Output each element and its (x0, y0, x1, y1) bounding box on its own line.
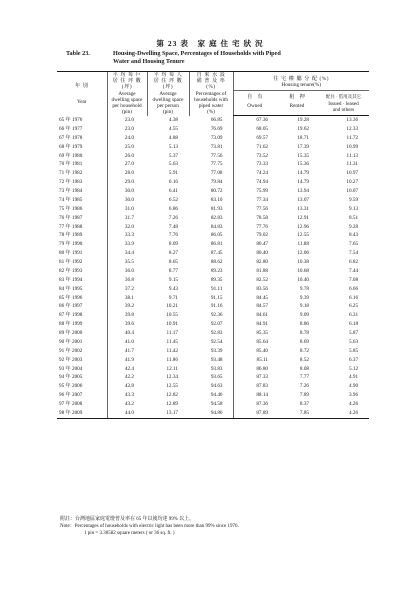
cell-rented: 10.38 (297, 259, 309, 266)
table-row (57, 143, 369, 152)
cell-others: 5.87 (348, 330, 359, 337)
cell-year: 93 年 2004 (59, 365, 83, 372)
cell-person: 12.34 (166, 374, 178, 381)
cell-person: 5.63 (168, 161, 178, 168)
cell-water: 92.83 (210, 330, 223, 337)
table-row (57, 223, 369, 232)
cell-dwelling: 37.2 (107, 285, 147, 294)
cell-water: 79.84 (210, 179, 223, 186)
person-header: 平 均 每 人 居 住 坪 數 (坪) Average dwelling space per person (pin) (147, 72, 189, 116)
cell-others: 11.31 (346, 161, 359, 168)
note-pin: 1 pin = 3.30582 square meters ( or 36 sq. ft. ) (84, 531, 175, 537)
cell-year: 71 年 1982 (59, 170, 83, 177)
table-row (57, 160, 369, 169)
cell-water: 94.58 (210, 401, 223, 408)
cell-rented: 12.55 (297, 232, 309, 239)
cell-others: 7.08 (348, 276, 359, 283)
cell-person: 11.86 (166, 356, 178, 363)
table-row (57, 196, 369, 205)
cell-year: 94 年 2005 (59, 374, 83, 381)
cell-owned: 81.88 (233, 267, 276, 276)
cell-owned: 74.24 (233, 169, 276, 178)
cell-water: 93.48 (210, 356, 223, 363)
cell-rented: 12.06 (297, 250, 309, 257)
cell-rented: 8.52 (299, 356, 309, 363)
cell-year: 68 年 1979 (59, 143, 83, 150)
cell-rented: 9.18 (299, 303, 309, 310)
cell-water: 94.46 (210, 392, 223, 399)
table-row (57, 178, 369, 187)
cell-others: 11.72 (346, 134, 359, 141)
table-row (57, 267, 369, 276)
cell-owned: 67.36 (233, 116, 276, 125)
rented-header-zh: 租 押 (276, 91, 318, 101)
cell-water: 91.11 (211, 285, 223, 292)
cell-year: 78 年 1989 (59, 232, 83, 239)
cell-others: 5.85 (348, 347, 359, 354)
cell-dwelling: 36.0 (107, 267, 147, 276)
table-title-zh: 第 23 表 家 庭 住 宅 狀 況 (156, 39, 264, 48)
cell-owned: 86.80 (233, 365, 276, 374)
cell-water: 92.54 (210, 338, 223, 345)
cell-water: 86.05 (210, 232, 223, 239)
cell-dwelling: 25.0 (107, 143, 147, 152)
cell-others: 6.82 (348, 259, 359, 266)
cell-person: 4.88 (168, 134, 178, 141)
cell-year: 96 年 2007 (59, 392, 83, 399)
cell-owned: 83.56 (233, 285, 276, 294)
cell-dwelling: 39.2 (107, 302, 147, 311)
others-header-zh: 配住 · 借用及其它 (318, 91, 369, 101)
cell-year: 66 年 1977 (59, 125, 83, 132)
cell-year: 79 年 1990 (59, 241, 83, 248)
cell-owned: 84.91 (233, 320, 276, 329)
cell-dwelling: 36.8 (107, 276, 147, 285)
cell-dwelling: 24.0 (107, 134, 147, 143)
cell-person: 8.09 (168, 241, 178, 248)
cell-year: 84 年 1995 (59, 285, 83, 292)
table-row (57, 311, 369, 320)
cell-owned: 80.40 (233, 249, 276, 258)
cell-owned: 73.52 (233, 152, 276, 161)
table-row (57, 169, 369, 178)
cell-rented: 14.79 (297, 170, 309, 177)
cell-others: 6.66 (348, 285, 359, 292)
table-title-line2: Water and Housing Tenure (113, 58, 185, 65)
cell-others: 4.91 (348, 374, 359, 381)
cell-rented: 9.09 (299, 312, 309, 319)
water-header: 自 來 水 設 備 普 及 率 (%) Percentages of households with piped water (%) (189, 72, 233, 116)
table-row (57, 347, 369, 356)
cell-dwelling: 40.4 (107, 329, 147, 338)
cell-dwelling: 29.0 (107, 178, 147, 187)
cell-others: 10.07 (346, 188, 359, 195)
note-zh: 附註：台灣地區家庭電燈普及率在 65 年以後均達 99% 以上。 (60, 517, 195, 522)
cell-year: 69 年 1980 (59, 152, 83, 159)
cell-person: 5.37 (168, 152, 178, 159)
cell-person: 6.41 (168, 188, 178, 195)
cell-year: 90 年 2001 (59, 338, 83, 345)
table-row (57, 152, 369, 161)
cell-others: 5.63 (348, 338, 359, 345)
cell-year: 65 年 1976 (59, 116, 83, 123)
cell-owned: 85.11 (233, 356, 276, 365)
cell-dwelling: 33.3 (107, 231, 147, 240)
cell-dwelling: 43.3 (107, 391, 147, 400)
cell-owned: 84.57 (233, 302, 276, 311)
cell-water: 86.81 (210, 241, 223, 248)
cell-owned: 84.45 (233, 294, 276, 303)
cell-rented: 8.78 (299, 330, 309, 337)
cell-owned: 85.64 (233, 338, 276, 347)
cell-dwelling: 31.0 (107, 205, 147, 214)
cell-dwelling: 39.6 (107, 320, 147, 329)
year-header: 年 別 Year (57, 72, 107, 116)
cell-dwelling: 41.9 (107, 356, 147, 365)
cell-year: 95 年 2006 (59, 383, 83, 390)
table-row (57, 276, 369, 285)
cell-year: 73 年 1984 (59, 188, 83, 195)
cell-rented: 7.26 (299, 383, 309, 390)
cell-rented: 19.28 (297, 117, 309, 124)
table-row (57, 391, 369, 400)
cell-person: 7.26 (168, 214, 178, 221)
cell-others: 10.97 (346, 170, 359, 177)
table-row (57, 302, 369, 311)
cell-others: 7.54 (348, 250, 359, 257)
cell-water: 92.07 (210, 321, 223, 328)
table-row (57, 125, 369, 134)
cell-rented: 13.31 (297, 205, 309, 212)
cell-water: 92.36 (210, 312, 223, 319)
cell-rented: 10.40 (297, 276, 309, 283)
cell-dwelling: 28.0 (107, 169, 147, 178)
table-row (57, 365, 369, 374)
cell-owned: 82.80 (233, 258, 276, 267)
cell-person: 7.48 (168, 223, 178, 230)
cell-rented: 12.91 (297, 214, 309, 221)
cell-water: 73.09 (210, 134, 223, 141)
cell-rented: 15.35 (297, 152, 309, 159)
cell-dwelling: 38.1 (107, 294, 147, 303)
cell-owned: 82.52 (233, 276, 276, 285)
cell-year: 98 年 2009 (57, 409, 107, 418)
cell-dwelling: 34.4 (107, 249, 147, 258)
cell-rented: 11.88 (297, 241, 309, 248)
cell-year: 86 年 1997 (59, 303, 83, 310)
cell-owned: 85.40 (233, 347, 276, 356)
dwelling-header: 平 均 每 戶 居 住 坪 數 (坪) Average dwelling space per household (pin) (107, 72, 147, 116)
cell-water: 87.45 (210, 250, 223, 257)
cell-year: 67 年 1978 (59, 134, 83, 141)
table-row (57, 249, 369, 258)
cell-others: 12.33 (346, 125, 359, 132)
cell-person: 4.55 (168, 125, 178, 132)
cell-others: 5.12 (348, 365, 359, 372)
table-row (57, 214, 369, 223)
cell-rented: 8.72 (299, 347, 309, 354)
cell-person: 9.71 (168, 294, 178, 301)
cell-person: 5.91 (168, 170, 178, 177)
cell-water: 89.23 (210, 267, 223, 274)
cell-rented: 19.62 (297, 125, 309, 132)
cell-dwelling: 26.0 (107, 152, 147, 161)
cell-rented: 8.69 (299, 338, 309, 345)
cell-person: 8.27 (168, 250, 178, 257)
table-row (57, 320, 369, 329)
cell-others: 7.65 (348, 241, 359, 248)
cell-others: 13.36 (346, 117, 359, 124)
cell-owned: 75.99 (233, 187, 276, 196)
cell-person: 6.86 (168, 205, 178, 212)
cell-dwelling: 44.0 (107, 409, 147, 418)
cell-rented: 8.86 (299, 321, 309, 328)
cell-rented: 7.77 (299, 374, 309, 381)
cell-owned: 80.47 (233, 240, 276, 249)
table-row (57, 294, 369, 303)
tenure-header: 住 宅 權 屬 分 配 (%) Housing tenure(%) (233, 72, 369, 91)
cell-owned: 77.56 (233, 205, 276, 214)
cell-water: 76.69 (210, 125, 223, 132)
table-notes (60, 516, 239, 538)
cell-others: 6.31 (348, 312, 359, 319)
housing-table (57, 71, 369, 419)
table-title-line1: Housing-Dwelling Space, Percentages of Households with Piped (113, 50, 281, 57)
cell-owned: 88.14 (233, 391, 276, 400)
table-row (57, 231, 369, 240)
cell-year: 82 年 1993 (59, 267, 83, 274)
cell-others: 4.26 (348, 401, 359, 408)
cell-person: 10.21 (166, 303, 178, 310)
cell-person: 6.52 (168, 196, 178, 203)
cell-dwelling: 31.7 (107, 214, 147, 223)
cell-water: 94.63 (210, 383, 223, 390)
cell-rented: 18.71 (297, 134, 309, 141)
cell-person: 12.55 (166, 383, 178, 390)
cell-owned: 87.36 (233, 400, 276, 409)
cell-water: 93.39 (210, 347, 223, 354)
cell-owned: 84.61 (233, 311, 276, 320)
cell-year: 91 年 2002 (59, 347, 83, 354)
cell-person: 6.16 (168, 179, 178, 186)
cell-others: 4.90 (348, 383, 359, 390)
table-row (57, 356, 369, 365)
cell-dwelling: 30.0 (107, 196, 147, 205)
cell-year: 74 年 1985 (59, 196, 83, 203)
others-header-en: Issued · leased and others (318, 101, 369, 116)
cell-rented: 8.37 (299, 401, 309, 408)
cell-dwelling: 27.0 (107, 160, 147, 169)
cell-dwelling: 43.2 (107, 400, 147, 409)
cell-dwelling: 42.8 (107, 382, 147, 391)
cell-rented: 9.39 (299, 294, 309, 301)
table-row (57, 205, 369, 214)
cell-others: 11.13 (346, 152, 359, 159)
note-en: Note：Percentages of households with electric light has been more than 99% since 1976. (60, 524, 239, 530)
cell-year: 89 年 2000 (59, 330, 83, 337)
cell-rented: 13.94 (297, 188, 309, 195)
cell-person: 11.42 (166, 347, 178, 354)
cell-owned: 78.58 (233, 214, 276, 223)
cell-rented: 7.85 (276, 409, 318, 418)
cell-person: 12.82 (166, 392, 178, 399)
table-caption: Table 23. (66, 50, 90, 57)
cell-water: 83.10 (210, 196, 223, 203)
cell-rented: 7.89 (299, 392, 309, 399)
cell-water: 88.62 (210, 259, 223, 266)
cell-others: 9.13 (348, 205, 359, 212)
cell-person: 9.15 (168, 276, 178, 283)
cell-person: 9.43 (168, 285, 178, 292)
cell-rented: 12.96 (297, 223, 309, 230)
cell-rented: 9.78 (299, 285, 309, 292)
cell-water: 77.56 (210, 152, 223, 159)
cell-owned: 68.05 (233, 125, 276, 134)
cell-person: 10.91 (166, 321, 178, 328)
table-row (57, 382, 369, 391)
table-row (57, 400, 369, 409)
cell-water: 81.93 (210, 205, 223, 212)
cell-person: 11.17 (166, 330, 178, 337)
cell-owned: 85.35 (233, 329, 276, 338)
cell-owned: 77.76 (233, 223, 276, 232)
table-row (57, 134, 369, 143)
cell-dwelling: 41.0 (107, 338, 147, 347)
cell-water: 89.35 (210, 276, 223, 283)
cell-dwelling: 23.0 (107, 116, 147, 125)
cell-water: 66.85 (210, 116, 223, 123)
cell-person: 12.89 (166, 401, 178, 408)
cell-others: 7.44 (348, 267, 359, 274)
table-row (57, 285, 369, 294)
cell-rented: 13.07 (297, 196, 309, 203)
cell-year: 77 年 1988 (59, 223, 83, 230)
owned-header-en: Owned (233, 101, 276, 116)
cell-dwelling: 33.9 (107, 240, 147, 249)
cell-others: 10.99 (346, 143, 359, 150)
cell-year: 72 年 1983 (59, 179, 83, 186)
cell-owned: 79.02 (233, 231, 276, 240)
table-row (57, 338, 369, 347)
cell-year: 85 年 1996 (59, 294, 83, 301)
cell-owned: 69.57 (233, 134, 276, 143)
cell-dwelling: 32.0 (107, 223, 147, 232)
cell-rented: 10.68 (297, 267, 309, 274)
cell-year: 92 年 2003 (59, 356, 83, 363)
cell-person: 4.38 (168, 116, 178, 123)
cell-year: 70 年 1981 (59, 161, 83, 168)
cell-others: 9.28 (348, 223, 359, 230)
cell-dwelling: 30.0 (107, 187, 147, 196)
cell-water: 77.75 (210, 161, 223, 168)
cell-person: 12.11 (166, 365, 178, 372)
cell-others: 6.18 (348, 321, 359, 328)
cell-owned: 87.89 (233, 409, 276, 418)
cell-dwelling: 42.2 (107, 373, 147, 382)
cell-year: 83 年 1994 (59, 276, 83, 283)
cell-owned: 87.33 (233, 373, 276, 382)
cell-others: 8.51 (348, 214, 359, 221)
cell-water: 91.16 (210, 303, 223, 310)
cell-year: 81 年 1992 (59, 259, 83, 266)
cell-year: 80 年 1991 (59, 250, 83, 257)
cell-water: 94.86 (189, 409, 233, 418)
cell-person: 11.45 (166, 338, 178, 345)
cell-year: 97 年 2008 (59, 401, 83, 408)
table-row (57, 409, 369, 418)
cell-owned: 74.94 (233, 178, 276, 187)
cell-others: 8.43 (348, 232, 359, 239)
cell-others: 10.27 (346, 179, 359, 186)
cell-rented: 15.36 (297, 161, 309, 168)
cell-others: 9.59 (348, 196, 359, 203)
cell-owned: 71.62 (233, 143, 276, 152)
cell-rented: 8.08 (299, 365, 309, 372)
cell-water: 73.81 (210, 143, 223, 150)
cell-year: 76 年 1987 (59, 214, 83, 221)
cell-others: 6.25 (348, 303, 359, 310)
cell-person: 8.77 (168, 267, 178, 274)
cell-person: 13.17 (147, 409, 189, 418)
cell-water: 80.72 (210, 188, 223, 195)
cell-water: 77.08 (210, 170, 223, 177)
table-row (57, 116, 369, 125)
cell-owned: 73.33 (233, 160, 276, 169)
owned-header-zh: 自 有 (233, 91, 276, 101)
cell-others: 6.37 (348, 356, 359, 363)
cell-others: 6.16 (348, 294, 359, 301)
cell-others: 4.26 (318, 409, 369, 418)
cell-water: 91.15 (210, 294, 223, 301)
cell-rented: 14.79 (297, 179, 309, 186)
cell-water: 82.83 (210, 214, 223, 221)
cell-person: 5.13 (168, 143, 178, 150)
cell-dwelling: 35.5 (107, 258, 147, 267)
cell-person: 7.76 (168, 232, 178, 239)
cell-dwelling: 23.0 (107, 125, 147, 134)
table-row (57, 187, 369, 196)
cell-year: 88 年 1999 (59, 321, 83, 328)
cell-dwelling: 42.4 (107, 365, 147, 374)
table-body (57, 116, 369, 419)
cell-water: 93.65 (210, 374, 223, 381)
cell-rented: 17.39 (297, 143, 309, 150)
table-row (57, 373, 369, 382)
cell-person: 8.65 (168, 259, 178, 266)
cell-dwelling: 39.8 (107, 311, 147, 320)
table-row (57, 258, 369, 267)
cell-owned: 87.83 (233, 382, 276, 391)
cell-person: 10.55 (166, 312, 178, 319)
cell-dwelling: 41.7 (107, 347, 147, 356)
cell-year: 87 年 1998 (59, 312, 83, 319)
cell-others: 3.96 (348, 392, 359, 399)
cell-year: 75 年 1986 (59, 205, 83, 212)
cell-water: 93.83 (210, 365, 223, 372)
cell-owned: 77.34 (233, 196, 276, 205)
table-row (57, 240, 369, 249)
cell-water: 84.83 (210, 223, 223, 230)
rented-header-en: Rented (276, 101, 318, 116)
table-row (57, 329, 369, 338)
